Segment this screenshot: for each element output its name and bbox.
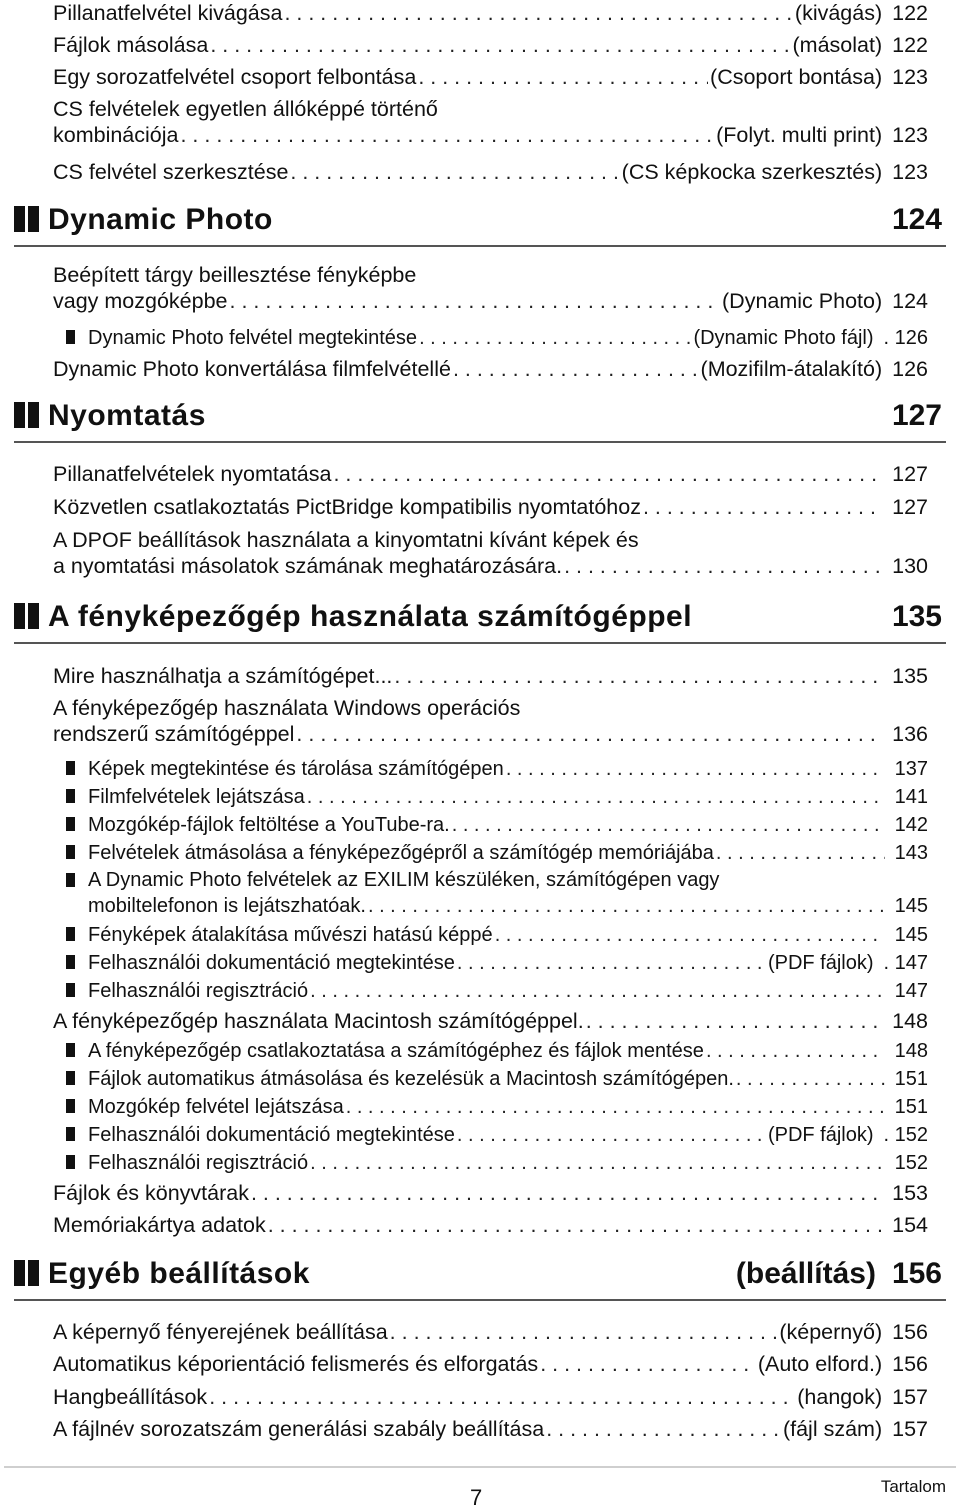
entry-row (66, 840, 928, 866)
entry-tag: (kivágás) (794, 1, 883, 25)
entry-page-number: 141 (894, 786, 928, 808)
entry-title (66, 756, 504, 782)
entry-row (53, 32, 928, 58)
entry-tag: (Folyt. multi print) (716, 123, 883, 147)
leader-dots (584, 1008, 882, 1034)
entry-row (66, 812, 928, 838)
entry-title-text: mobiltelefonon is lejátszhatóak. (88, 895, 366, 917)
entry-page-number: 137 (894, 758, 928, 780)
entry-row (66, 756, 928, 782)
entry-title (53, 1384, 207, 1410)
marker-bar (14, 402, 25, 428)
entry-tag: (PDF fájlok) (767, 1124, 874, 1146)
entry-title-text: rendszerű számítógéppel (53, 722, 295, 746)
entry-row (66, 1150, 928, 1176)
entry-page-number: 126 (892, 357, 928, 381)
toc-entry[interactable] (53, 1180, 928, 1206)
entry-title-text: Felhasználói dokumentáció megtekintése (88, 1124, 455, 1146)
entry-page-number: 130 (892, 554, 928, 578)
entry-title (53, 288, 228, 314)
entry-title (66, 1038, 704, 1064)
section-title: Nyomtatás (48, 399, 206, 432)
entry-title-line1: Beépített tárgy beillesztése fényképbe (53, 263, 417, 287)
leader-dots (249, 1180, 882, 1206)
leader-dots (704, 1038, 885, 1064)
entry-page-number: . 126 (883, 327, 928, 349)
leader-dots (308, 978, 885, 1004)
toc-entry[interactable] (53, 32, 928, 58)
entry-row (53, 721, 928, 747)
entry-title (66, 325, 417, 351)
square-bullet-icon (66, 330, 75, 344)
entry-page-number: 122 (892, 33, 928, 57)
square-bullet-icon (66, 873, 75, 887)
entry-title-text: Közvetlen csatlakoztatás PictBridge kompatibilis nyomtatóhoz (53, 495, 641, 519)
entry-page-number: 122 (892, 1, 928, 25)
entry-title-text: A fájlnév sorozatszám generálási szabály beállítása (53, 1417, 545, 1441)
square-bullet-icon (66, 927, 75, 941)
entry-row (66, 950, 928, 976)
square-bullet-icon (66, 817, 75, 831)
entry-page-number: 142 (894, 814, 928, 836)
entry-tag: (másolat) (792, 33, 883, 57)
entry-title (66, 1150, 308, 1176)
entry-title (53, 1212, 266, 1238)
leader-dots (228, 288, 721, 314)
entry-row (53, 288, 928, 314)
leader-dots (392, 663, 882, 689)
entry-title-text: A fényképezőgép használata Macintosh számítógéppel. (53, 1009, 584, 1033)
entry-page-number: 136 (892, 722, 928, 746)
entry-title (66, 812, 450, 838)
footer-rule (4, 1466, 956, 1468)
entry-title-text: Fájlok és könyvtárak (53, 1181, 249, 1205)
marker-bar (28, 402, 39, 428)
section-page (892, 598, 942, 636)
toc-entry[interactable] (53, 159, 928, 185)
square-bullet-icon (66, 789, 75, 803)
entry-title-text: Pillanatfelvételek nyomtatása (53, 462, 332, 486)
entry-page-number: 124 (892, 289, 928, 313)
entry-title (53, 1351, 538, 1377)
square-bullet-icon (66, 761, 75, 775)
section-header (14, 1253, 946, 1301)
leader-dots (388, 1319, 778, 1345)
toc-subentry[interactable] (66, 1066, 928, 1092)
toc-subentry[interactable] (66, 1150, 928, 1176)
toc-subentry[interactable] (66, 978, 928, 1004)
leader-dots (266, 1212, 882, 1238)
entry-title (66, 978, 308, 1004)
entry-title-line1: CS felvételek egyetlen állóképpé történő (53, 97, 438, 121)
leader-dots (331, 461, 882, 487)
leader-dots (308, 1150, 885, 1176)
entry-title-text: vagy mozgóképbe (53, 289, 228, 313)
entry-tag: (Auto elford.) (757, 1352, 883, 1376)
section-header (14, 596, 946, 644)
marker-bar (14, 206, 25, 232)
toc-entry[interactable] (53, 663, 928, 689)
entry-page-number: 157 (892, 1417, 928, 1441)
entry-title-text: Pillanatfelvétel kivágása (53, 1, 283, 25)
section-header (14, 199, 946, 247)
entry-tag: (Mozifilm-átalakító) (700, 357, 883, 381)
entry-page-number: 156 (892, 1320, 928, 1344)
entry-row (53, 1008, 928, 1034)
entry-page-number: 123 (892, 160, 928, 184)
section-marker-icon (14, 1260, 40, 1286)
entry-row (66, 893, 928, 919)
entry-title-text: Dynamic Photo konvertálása filmfelvétellé (53, 357, 451, 381)
section-page-number: 127 (891, 399, 942, 432)
toc-entry[interactable] (53, 527, 928, 579)
section-header (14, 395, 946, 443)
entry-tag: (CS képkocka szerkesztés) (621, 160, 883, 184)
marker-bar (28, 603, 39, 629)
leader-dots (455, 950, 766, 976)
section-page (892, 397, 942, 435)
footer-label: Tartalom (880, 1477, 946, 1496)
entry-row (53, 461, 928, 487)
toc-entry[interactable] (53, 1351, 928, 1377)
entry-row (53, 553, 928, 579)
square-bullet-icon (66, 1127, 75, 1141)
entry-title (66, 784, 305, 810)
section-title: Dynamic Photo (48, 203, 273, 236)
entry-row (53, 1384, 928, 1410)
entry-title-text: Filmfelvételek lejátszása (88, 786, 305, 808)
toc-subentry[interactable] (66, 325, 928, 351)
entry-tag: (Dynamic Photo fájl) (693, 327, 874, 349)
leader-dots (450, 812, 885, 838)
entry-page-number: 151 (894, 1096, 928, 1118)
leader-dots (493, 922, 885, 948)
entry-row (53, 494, 928, 520)
marker-bar (28, 1260, 39, 1286)
entry-title (53, 122, 178, 148)
entry-row (53, 1319, 928, 1345)
leader-dots (538, 1351, 756, 1377)
leader-dots (208, 32, 790, 58)
entry-title-text: Automatikus képorientáció felismerés és elforgatás (53, 1352, 539, 1376)
leader-dots (544, 1416, 781, 1442)
toc-entry[interactable] (53, 262, 928, 314)
entry-page-number: 145 (894, 924, 928, 946)
toc-subentry[interactable] (66, 756, 928, 782)
entry-title-text: Felhasználói dokumentáció megtekintése (88, 952, 455, 974)
entry-title (66, 840, 714, 866)
section-marker-icon (14, 402, 40, 428)
entry-page-number: 147 (894, 980, 928, 1002)
toc-subentry[interactable] (66, 867, 928, 919)
section-title: A fényképezőgép használata számítógéppel (48, 600, 693, 633)
toc-subentry[interactable] (66, 950, 928, 976)
leader-dots (294, 721, 882, 747)
leader-dots (305, 784, 885, 810)
entry-title-text: Hangbeállítások (53, 1385, 208, 1409)
entry-page-number: 153 (892, 1181, 928, 1205)
entry-title (53, 494, 641, 520)
square-bullet-icon (66, 845, 75, 859)
entry-row (66, 978, 928, 1004)
entry-title (66, 950, 455, 976)
entry-row (66, 1038, 928, 1064)
entry-page-number: 154 (892, 1213, 928, 1237)
entry-title-text: Fényképek átalakítása művészi hatású képpé (88, 924, 493, 946)
entry-tag: (Csoport bontása) (710, 65, 883, 89)
toc-subentry[interactable] (66, 812, 928, 838)
leader-dots (417, 325, 691, 351)
entry-title-text: A fényképezőgép csatlakoztatása a számítógéphez és fájlok mentése (88, 1040, 704, 1062)
toc-entry[interactable] (53, 1416, 928, 1442)
entry-title-text: Felvételek átmásolása a fényképezőgépről a számítógép memóriájába (88, 842, 714, 864)
toc-entry[interactable] (53, 1212, 928, 1238)
leader-dots (451, 356, 699, 382)
square-bullet-icon (66, 1155, 75, 1169)
marker-bar (14, 1260, 25, 1286)
toc-entry[interactable] (53, 1008, 928, 1034)
entry-row (53, 356, 928, 382)
leader-dots (288, 159, 619, 185)
entry-title-text: Memóriakártya adatok (53, 1213, 266, 1237)
toc-entry[interactable] (53, 0, 928, 26)
entry-tag: (PDF fájlok) (767, 952, 874, 974)
toc-entry[interactable] (53, 356, 928, 382)
section-title: Egyéb beállítások (48, 1257, 310, 1290)
entry-title-text: kombinációja (53, 123, 179, 147)
entry-page-number: 127 (892, 495, 928, 519)
entry-row (53, 1416, 928, 1442)
entry-title (53, 1180, 249, 1206)
square-bullet-icon (66, 1071, 75, 1085)
entry-tag: (képernyő) (779, 1320, 883, 1344)
entry-row (53, 1351, 928, 1377)
entry-page-number: . 152 (883, 1124, 928, 1146)
leader-dots (455, 1122, 766, 1148)
leader-dots (282, 0, 792, 26)
marker-bar (14, 603, 25, 629)
leader-dots (562, 553, 882, 579)
leader-dots (504, 756, 885, 782)
entry-title (53, 1319, 388, 1345)
entry-page-number: 135 (892, 664, 928, 688)
entry-title (53, 64, 416, 90)
square-bullet-icon (66, 983, 75, 997)
leader-dots (366, 893, 885, 919)
entry-page-number: 145 (894, 895, 928, 917)
entry-row (53, 1212, 928, 1238)
entry-title (66, 1122, 455, 1148)
entry-title (66, 1094, 344, 1120)
entry-title-text: Egy sorozatfelvétel csoport felbontása (53, 65, 417, 89)
entry-title-line1 (66, 867, 928, 893)
entry-title-text: Mire használhatja a számítógépet... (53, 664, 393, 688)
section-page (736, 1255, 942, 1293)
entry-title-text: Fájlok másolása (53, 33, 209, 57)
section-page (892, 201, 942, 239)
entry-title-text: Mozgókép-fájlok feltöltése a YouTube-ra. (88, 814, 450, 836)
entry-tag: (Dynamic Photo) (722, 289, 883, 313)
entry-page-number: 127 (892, 462, 928, 486)
toc-subentry[interactable] (66, 784, 928, 810)
entry-row (53, 122, 928, 148)
entry-title (53, 159, 288, 185)
toc-subentry[interactable] (66, 840, 928, 866)
entry-title-text: A képernyő fényerejének beállítása (53, 1320, 388, 1344)
square-bullet-icon (66, 1043, 75, 1057)
entry-title-text: Fájlok automatikus átmásolása és kezelésük a Macintosh számítógépen. (88, 1068, 734, 1090)
leader-dots (416, 64, 708, 90)
toc-subentry[interactable] (66, 1094, 928, 1120)
entry-title-line1: A fényképezőgép használata Windows operációs (53, 696, 521, 720)
toc-subentry[interactable] (66, 922, 928, 948)
entry-title (66, 1066, 734, 1092)
leader-dots (178, 122, 714, 148)
section-tag: (beállítás) (735, 1257, 876, 1290)
entry-title (53, 356, 451, 382)
section-marker-icon (14, 206, 40, 232)
entry-row (53, 64, 928, 90)
entry-title-text: CS felvétel szerkesztése (53, 160, 289, 184)
leader-dots (714, 840, 885, 866)
marker-bar (28, 206, 39, 232)
leader-dots (207, 1384, 795, 1410)
entry-row (66, 784, 928, 810)
toc-entry[interactable] (53, 494, 928, 520)
section-page-number: 156 (891, 1257, 942, 1290)
toc-entry[interactable] (53, 461, 928, 487)
toc-entry[interactable] (53, 96, 928, 148)
toc-entry[interactable] (53, 1319, 928, 1345)
entry-title-text: a nyomtatási másolatok számának meghatározására. (53, 554, 563, 578)
entry-title (66, 893, 366, 919)
toc-entry[interactable] (53, 1384, 928, 1410)
section-page-number: 124 (891, 203, 942, 236)
entry-title (53, 1416, 544, 1442)
entry-title-text: Felhasználói regisztráció (88, 1152, 309, 1174)
entry-title (53, 721, 294, 747)
entry-title (53, 0, 282, 26)
leader-dots (641, 494, 882, 520)
entry-title (53, 663, 392, 689)
entry-title (53, 1008, 584, 1034)
section-marker-icon (14, 603, 40, 629)
page-number: 7 (470, 1485, 483, 1510)
entry-title (66, 922, 493, 948)
entry-page-number: 148 (892, 1009, 928, 1033)
entry-row (66, 1122, 928, 1148)
leader-dots (734, 1066, 885, 1092)
toc-entry[interactable] (53, 64, 928, 90)
entry-page-number: 151 (894, 1068, 928, 1090)
entry-title-text: A Dynamic Photo felvételek az EXILIM készüléken, számítógépen vagy (88, 869, 720, 891)
entry-tag: (hangok) (797, 1385, 883, 1409)
entry-tag: (fájl szám) (782, 1417, 883, 1441)
entry-page-number: 143 (894, 842, 928, 864)
entry-row (53, 159, 928, 185)
entry-title (53, 32, 208, 58)
entry-row (53, 1180, 928, 1206)
toc-subentry[interactable] (66, 1122, 928, 1148)
entry-row (66, 1094, 928, 1120)
toc-subentry[interactable] (66, 1038, 928, 1064)
entry-row (66, 1066, 928, 1092)
entry-row (53, 663, 928, 689)
entry-title-text: Képek megtekintése és tárolása számítógépen (88, 758, 504, 780)
leader-dots (344, 1094, 885, 1120)
entry-title (53, 553, 562, 579)
entry-page-number: . 147 (883, 952, 928, 974)
square-bullet-icon (66, 955, 75, 969)
entry-row (66, 325, 928, 351)
toc-entry[interactable] (53, 695, 928, 747)
entry-page-number: 148 (894, 1040, 928, 1062)
entry-title-text: Felhasználói regisztráció (88, 980, 309, 1002)
entry-title (53, 461, 331, 487)
entry-row (66, 922, 928, 948)
section-page-number: 135 (891, 600, 942, 633)
entry-title-line1: A DPOF beállítások használata a kinyomtatni kívánt képek és (53, 528, 639, 552)
entry-page-number: 123 (892, 65, 928, 89)
entry-title-text: Mozgókép felvétel lejátszása (88, 1096, 344, 1118)
entry-page-number: 152 (894, 1152, 928, 1174)
entry-page-number: 123 (892, 123, 928, 147)
entry-page-number: 156 (892, 1352, 928, 1376)
entry-page-number: 157 (892, 1385, 928, 1409)
entry-row (53, 0, 928, 26)
entry-title-text: Dynamic Photo felvétel megtekintése (88, 327, 418, 349)
square-bullet-icon (66, 1099, 75, 1113)
